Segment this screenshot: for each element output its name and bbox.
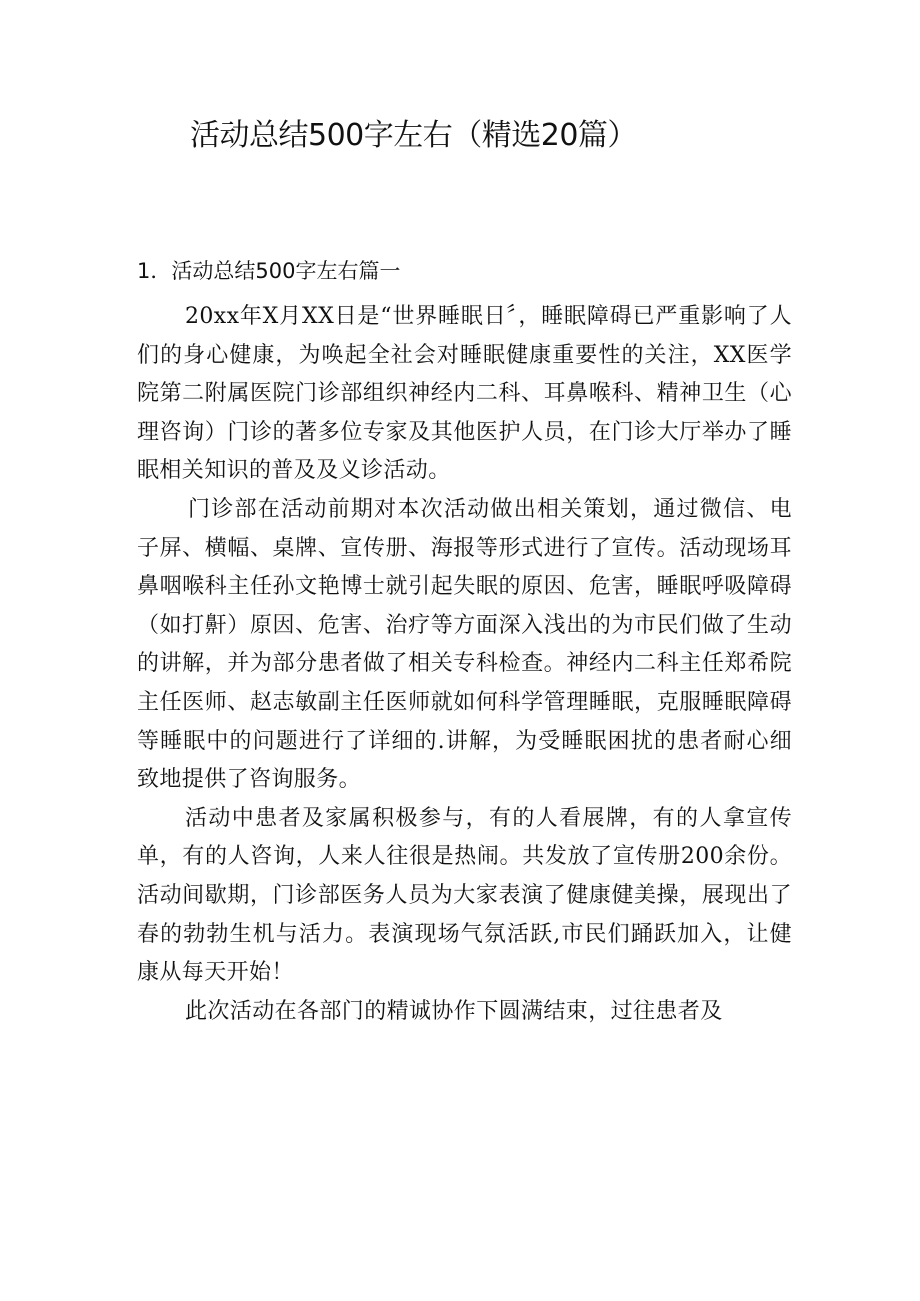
paragraph: 此次活动在各部门的精诚协作下圆满结束，过往患者及 — [185, 998, 723, 1024]
section-heading: 1．活动总结500字左右篇一 — [137, 259, 401, 283]
paragraph: 20xx年X月XX日是“世界睡眠日〞，睡眠障碍已严重影响了人们的身心健康，为唤起全社会对睡眠健康重要性的关注，XX医学院第二附属医院门诊部组织神经内二科、耳鼻喉科、精神卫生（心理咨询）门诊的著多位专家及其他医护人员，在门诊大厅举办了睡眠相关知识的普及及义诊活动。 — [137, 304, 792, 484]
paragraph: 门诊部在活动前期对本次活动做出相关策划，通过微信、电子屏、横幅、桌牌、宣传册、海报等形式进行了宣传。活动现场耳鼻咽喉科主任孙文艳博士就引起失眠的原因、危害，睡眠呼吸障碍（如打鼾）原因、危害、治疗等方面深入浅出的为市民们做了生动的讲解，并为部分患者做了相关专科检查。神经内二科主任郑希院主任医师、赵志敏副主任医师就如何科学管理睡眠，克服睡眠障碍等睡眠中的问题进行了详细的.讲解，为受睡眠困扰的患者耐心细致地提供了咨询服务。 — [137, 496, 792, 793]
article-body — [137, 298, 792, 1031]
document-title: 活动总结500字左右（精选20篇） — [190, 118, 637, 153]
paragraph: 活动中患者及家属积极参与，有的人看展牌，有的人拿宣传单，有的人咨询，人来人往很是热闹。共发放了宣传册200余份。活动间歇期，门诊部医务人员为大家表演了健康健美操，展现出了春的勃勃生机与活力。表演现场气氛活跃,市民们踊跃加入，让健康从每天开始！ — [137, 805, 792, 986]
